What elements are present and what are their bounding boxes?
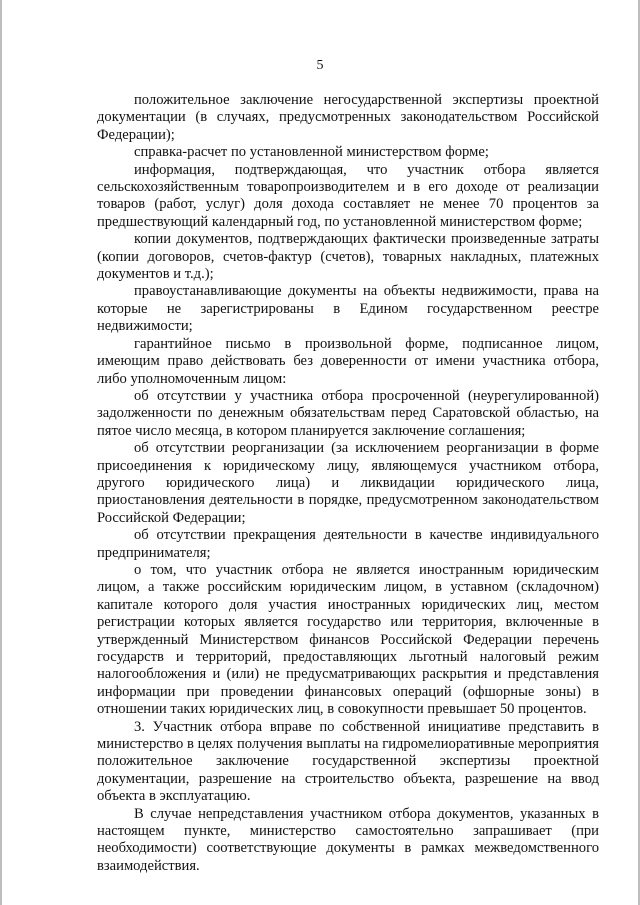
- paragraph-12: В случае непредставления участником отбора документов, указанных в настоящем пункте, министерство самостоятельно запрашивает (при необходимости) соответствующие документы в рамках межведомственного взаимодействия.: [97, 805, 599, 874]
- paragraph-1: положительное заключение негосударственной экспертизы проектной документации (в случаях, предусмотренных законодательством Российской Федерации);: [97, 92, 599, 143]
- paragraph-10: о том, что участник отбора не является иностранным юридическим лицом, а также российским юридическим лицом, в уставном (складочном) капитале которого доля участия иностранных юридических лиц, местом регистрации которых является государство или территория, включенные в утвержденный Министерством финансов Российской Федерации перечень государств и территорий, предоставляющих льготный налоговый режим налогообложения и (или) не предусматривающих раскрытия и представления информации при проведении финансовых операций (офшорные зоны) в отношении таких юридических лиц, в совокупности превышает 50 процентов.: [97, 561, 599, 718]
- paragraph-5: правоустанавливающие документы на объекты недвижимости, права на которые не зарегистрированы в Едином государственном реестре недвижимости;: [97, 283, 599, 335]
- paragraph-11: 3. Участник отбора вправе по собственной инициативе представить в министерство в целях получения выплаты на гидромелиоративные мероприятия положительное заключение государственной экспертизы проектной документации, разрешение на строительство объекта, разрешение на ввод объекта в эксплуатацию.: [97, 718, 599, 805]
- paragraph-2: справка-расчет по установленной министерством форме;: [134, 144, 489, 161]
- document-body: [97, 92, 599, 875]
- paragraph-9: об отсутствии прекращения деятельности в качестве индивидуального предпринимателя;: [97, 527, 599, 561]
- page-number: 5: [316, 58, 324, 73]
- paragraph-3: информация, подтверждающая, что участник отбора является сельскохозяйственным товаропроизводителем и в его доходе от реализации товаров (работ, услуг) доля дохода составляет не менее 70 процентов за предшествующий календарный год, по установленной министерством форме;: [97, 161, 599, 230]
- paragraph-6: гарантийное письмо в произвольной форме, подписанное лицом, имеющим право действовать без доверенности от имени участника отбора, либо уполномоченным лицом:: [97, 335, 599, 387]
- paragraph-8: об отсутствии реорганизации (за исключением реорганизации в форме присоединения к юридическому лицу, являющемуся участником отбора, другого юридического лица) и ликвидации юридического лица, приостановления деятельности в порядке, предусмотренном законодательством Российской Федерации;: [97, 440, 599, 526]
- paragraph-4: копии документов, подтверждающих фактически произведенные затраты (копии договоров, счетов-фактур (счетов), товарных накладных, платежных документов и т.д.);: [97, 231, 599, 283]
- paragraph-7: об отсутствии у участника отбора просроченной (неурегулированной) задолженности по денежным обязательствам перед Саратовской областью, на пятое число месяца, в котором планируется заключение соглашения;: [97, 387, 599, 439]
